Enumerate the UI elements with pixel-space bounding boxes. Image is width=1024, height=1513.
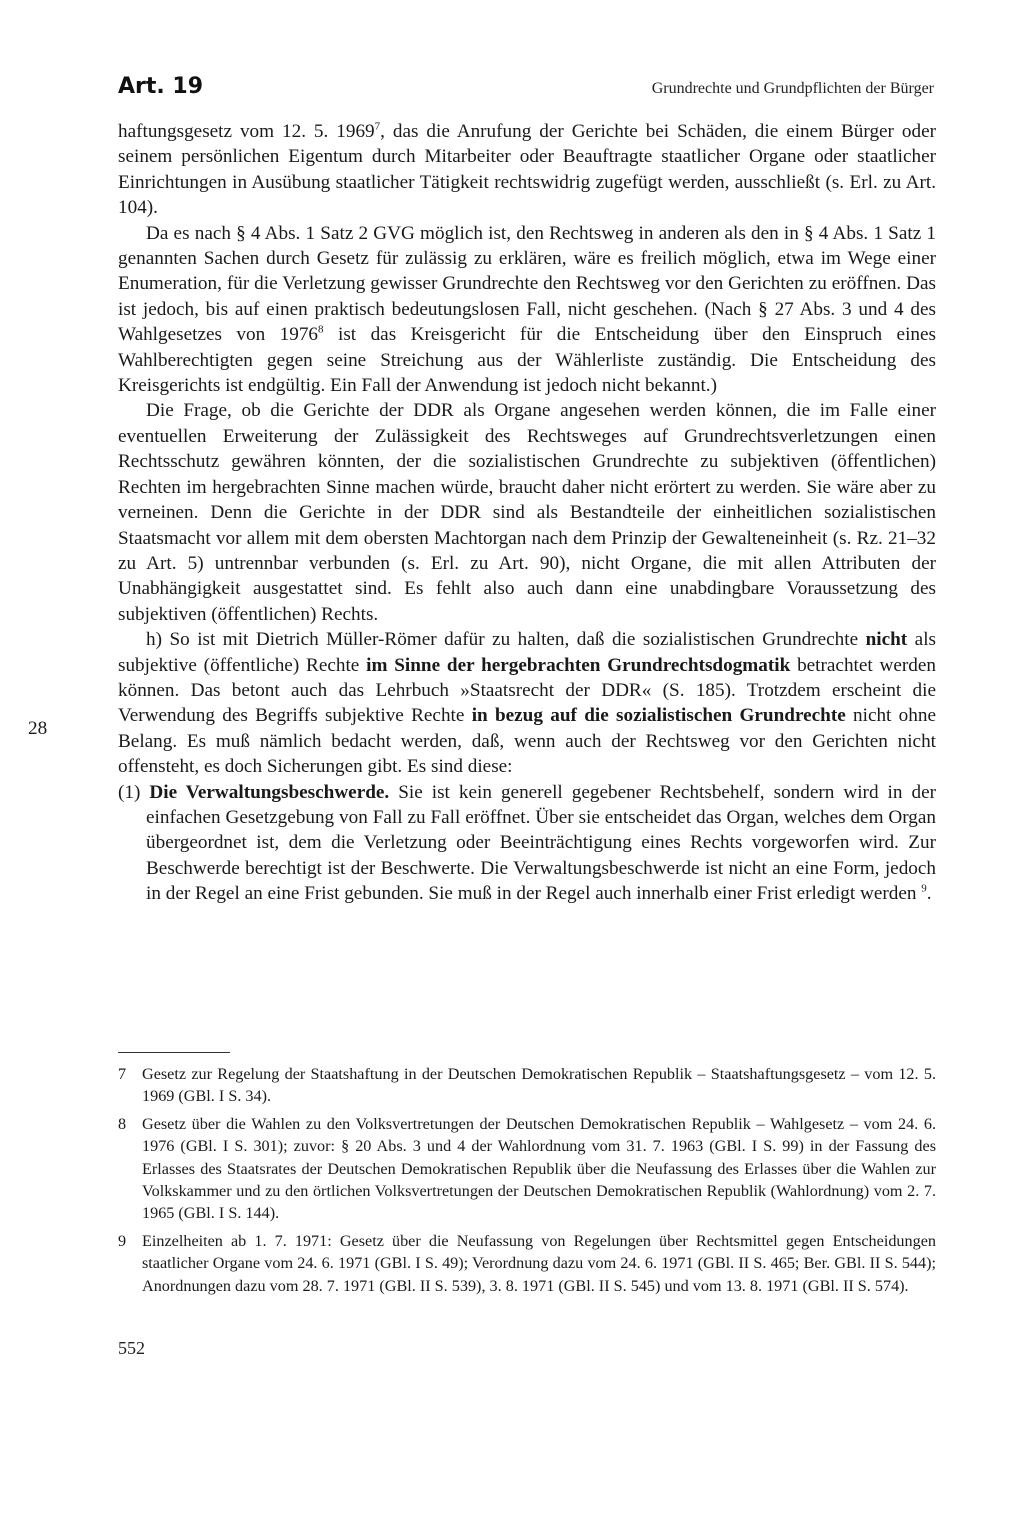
paragraph: haftungsgesetz vom 12. 5. 1969$^7$, das die Anrufung der Gerichte bei Schäden, die einem Bürger oder seinem persönlichen Eigentum durch Mitarbeiter oder Beauftragte staatlicher Organe oder staatlicher Einrichtungen in Ausübung staatlicher Tätigkeit rechtswidrig zugefügt werden, ausschließt (s. Erl. zu Art. 104). [118,120,936,219]
margin-number: 28 [28,718,48,739]
footnote: 9 Einzelheiten ab 1. 7. 1971: Gesetz über die Neufassung von Regelungen über Rechtsmittel gegen Entscheidungen staatlicher Organe vom 24. 6. 1971 (GBl. I S. 49); Verordnung dazu vom 24. 6. 1971 (GBl. II S. 465; Ber. GBl. II S. 544); Anordnungen dazu vom 28. 7. 1971 (GBl. II S. 539), 3. 8. 1971 (GBl. II S. 545) und vom 13. 8. 1971 (GBl. II S. 574). [118,1231,936,1295]
footnote-ref[interactable]: 9 [921,882,927,895]
emphasis: in bezug auf die sozialistischen Grundrechte [471,705,846,727]
running-header-title: Grundrechte und Grundpflichten der Bürger [651,80,934,97]
numbered-item: (1) Die Verwaltungsbeschwerde. Sie ist kein generell gegebener Rechtsbehelf, sondern wird in der einfachen Gesetzgebung von Fall zu Fall eröffnet. Über sie entscheidet das Organ, welches dem Organ übergeordnet ist, dem die Verletzung oder Beeinträchtigung eines Rechts vorgeworfen wird. Zur Beschwerde berechtigt ist der Beschwerte. Die Verwaltungsbeschwerde ist nicht an eine Form, jedoch in der Regel an eine Frist gebunden. Sie muß in der Regel auch innerhalb einer Frist erledigt werden $^9$. [118,781,937,905]
emphasis: im Sinne der hergebrachten Grundrechtsdogmatik [366,654,791,676]
footnote-divider [118,1052,230,1053]
body-text [118,119,936,907]
footnotes [118,1063,936,1302]
paragraph: h) So ist mit Dietrich Müller-Römer dafür zu halten, daß die sozialistischen Grundrechte nicht als subjektive (öffentliche) Rechte im Sinne der hergebrachten Grundrechtsdogmatik betrachtet werden können. Das betont auch das Lehrbuch »Staatsrecht der DDR« (S. 185). Trotzdem erscheint die Verwendung des Begriffs subjektive Rechte in bezug auf die sozialistischen Grundrechte nicht ohne Belang. Es muß nämlich bedacht werden, daß, wenn auch der Rechtsweg vor den Gerichten nicht offensteht, es doch Sicherungen gibt. Es sind diese: [118,629,936,778]
footnote: 7 Gesetz zur Regelung der Staatshaftung in der Deutschen Demokratischen Republik – Staatshaftungsgesetz – vom 12. 5. 1969 (GBl. I S. 34). [118,1065,936,1106]
footnote-number: 9 [118,1231,127,1250]
page-number: 552 [118,1338,145,1358]
footnote: 8 Gesetz über die Wahlen zu den Volksvertretungen der Deutschen Demokratischen Republik – Wahlgesetz – vom 24. 6. 1976 (GBl. I S. 301); zuvor: § 20 Abs. 3 und 4 der Wahlordnung vom 31. 7. 1963 (GBl. I S. 99) in der Fassung des Erlasses des Staatsrates der Deutschen Demokratischen Republik über die Neufassung des Erlasses über die Wahlen zur Volkskammer und zu den örtlichen Volksvertretungen der Deutschen Demokratischen Republik (Wahlordnung) vom 2. 7. 1965 (GBl. I S. 144). [118,1114,936,1223]
item-number: (1) [118,781,141,803]
emphasis: nicht [865,629,908,651]
paragraph: Da es nach § 4 Abs. 1 Satz 2 GVG möglich ist, den Rechtsweg in anderen als den in § 4 Abs. 1 Satz 1 genannten Sachen durch Gesetz für zulässig zu erklären, wäre es freilich möglich, etwa im Wege einer Enumeration, für die Verletzung gewisser Grundrechte den Rechtsweg vor den Gerichten zu eröffnen. Das ist jedoch, bis auf einen praktisch bedeutungslosen Fall, nicht geschehen. (Nach § 27 Abs. 3 und 4 des Wahlgesetzes von 1976$^8$ ist das Kreisgericht für die Entscheidung über den Einspruch eines Wahlberechtigten gegen seine Streichung aus der Wählerliste zuständig. Die Entscheidung des Kreisgerichts ist endgültig. Ein Fall der Anwendung ist jedoch nicht bekannt.) [118,222,936,397]
footnote-number: 8 [118,1114,127,1133]
paragraph: Die Frage, ob die Gerichte der DDR als Organe angesehen werden können, die im Falle einer eventuellen Erweiterung der Zulässigkeit des Rechtsweges auf Grundrechtsverletzungen einen Rechtsschutz gewähren könnten, der die sozialistischen Grundrechte zu subjektiven (öffentlichen) Rechten im hergebrachten Sinne machen würde, braucht daher nicht erörtert zu werden. Sie wäre aber zu verneinen. Denn die Gerichte in der DDR sind als Bestandteile der einheitlichen sozialistischen Staatsmacht vor allem mit dem obersten Machtorgan nach dem Prinzip der Gewalteneinheit (s. Rz. 21–32 zu Art. 5) untrennbar verbunden (s. Erl. zu Art. 90), nicht Organe, die mit allen Attributen der Unabhängigkeit ausgestattet sind. Es fehlt also auch dann eine unabdingbare Voraussetzung des subjektiven (öffentlichen) Rechts. [118,400,936,625]
item-heading: Die Verwaltungsbeschwerde. [149,781,390,803]
footnote-ref[interactable]: 8 [318,323,324,336]
footnote-number: 7 [118,1065,127,1083]
footnote-ref[interactable]: 7 [374,120,381,133]
article-label: Art. 19 [118,74,204,99]
